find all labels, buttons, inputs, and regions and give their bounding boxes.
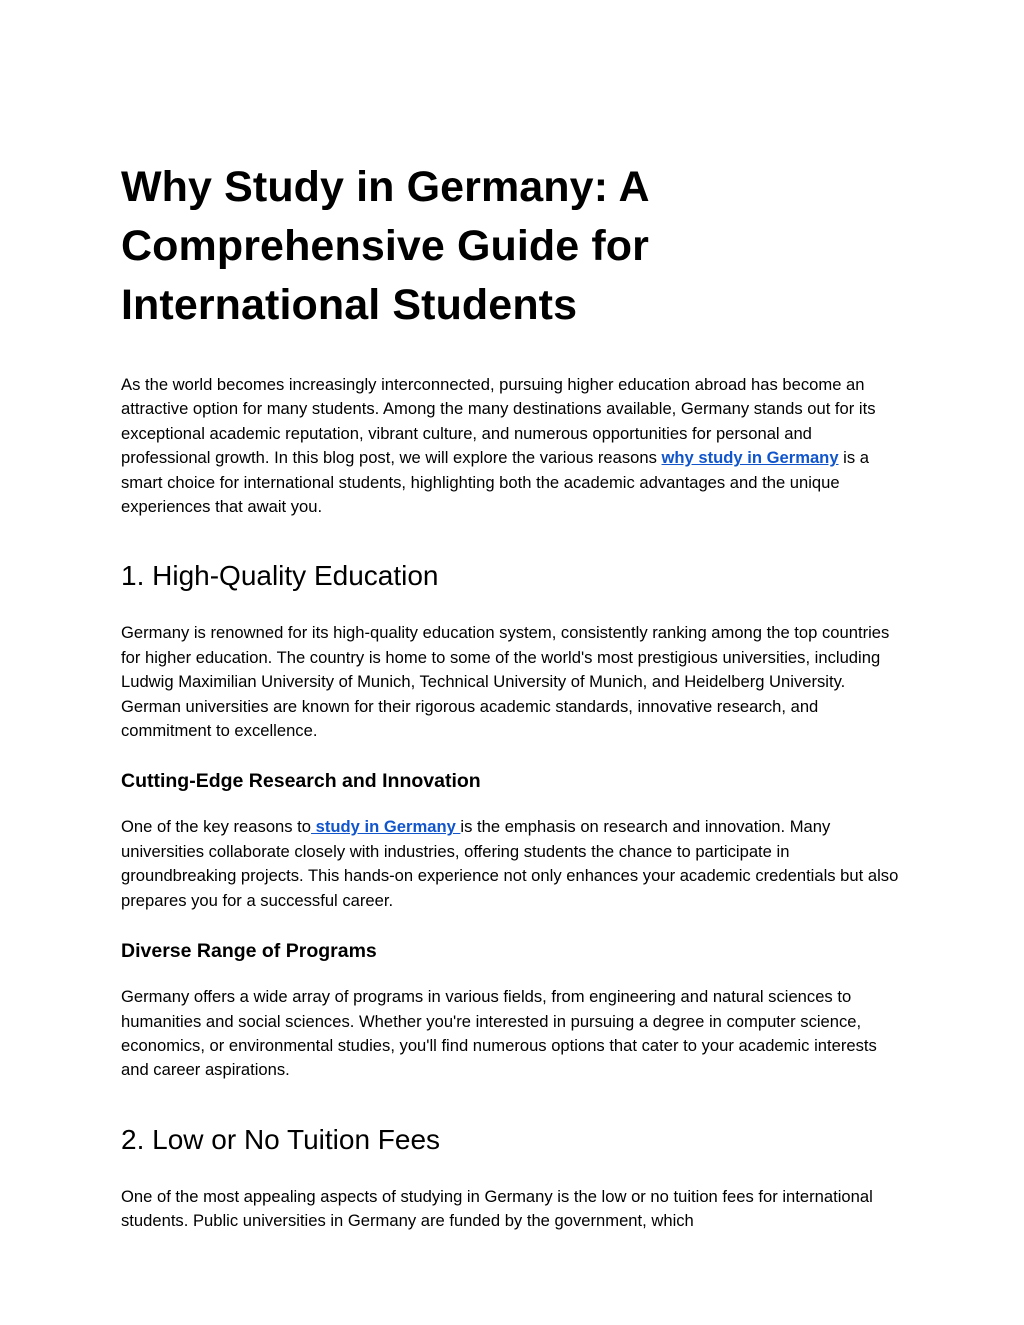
intro-text-before-link: As the world becomes increasingly interconnected, pursuing higher education abroad has become an attractive option for many students. Among the many destinations available, Germany stands out for its exceptional academic reputation, vibrant culture, and numerous opportunities for personal and professional growth. In this blog post, we will explore the various reasons (121, 375, 876, 468)
research-text-before-link: One of the key reasons to (121, 817, 312, 837)
study-in-germany-link[interactable]: study in Germany (311, 817, 461, 837)
intro-paragraph (121, 373, 901, 519)
research-text-after-link: is the emphasis on research and innovation. Many universities collaborate closely with industries, offering students the chance to participate in groundbreaking projects. This hands-on experience not only enhances your academic credentials but also prepares you for a successful career. (121, 817, 899, 910)
document-page (121, 158, 901, 1234)
section-heading-high-quality-education: 1. High-Quality Education (121, 560, 439, 592)
section-paragraph-tuition-fees: One of the most appealing aspects of studying in Germany is the low or no tuition fees for international students. Public universities in Germany are funded by the government, which (121, 1186, 873, 1231)
page-title: Why Study in Germany: A Comprehensive Guide for International Students (121, 163, 649, 329)
section-heading-tuition-fees: 2. Low or No Tuition Fees (121, 1123, 441, 1155)
subsection-paragraph-programs: Germany offers a wide array of programs in various fields, from engineering and natural sciences to humanities and social sciences. Whether you're interested in pursuing a degree in computer science, economics, or environmental studies, you'll find numerous options that cater to your academic interests and career aspirations. (121, 987, 877, 1080)
why-study-in-germany-link[interactable]: why study in Germany (661, 448, 839, 468)
section-paragraph-high-quality-education: Germany is renowned for its high-quality education system, consistently ranking among the top countries for higher education. The country is home to some of the world's most prestigious universities, including Ludwig Maximilian University of Munich, Technical University of Munich, and Heidelberg University. German universities are known for their rigorous academic standards, innovative research, and commitment to excellence. (121, 623, 890, 741)
subsection-heading-programs: Diverse Range of Programs (121, 940, 377, 963)
intro-text-after-link: is a smart choice for international students, highlighting both the academic advantages and the unique experiences that await you. (121, 448, 869, 517)
subsection-paragraph-research (121, 815, 901, 913)
subsection-heading-research: Cutting-Edge Research and Innovation (121, 770, 481, 793)
